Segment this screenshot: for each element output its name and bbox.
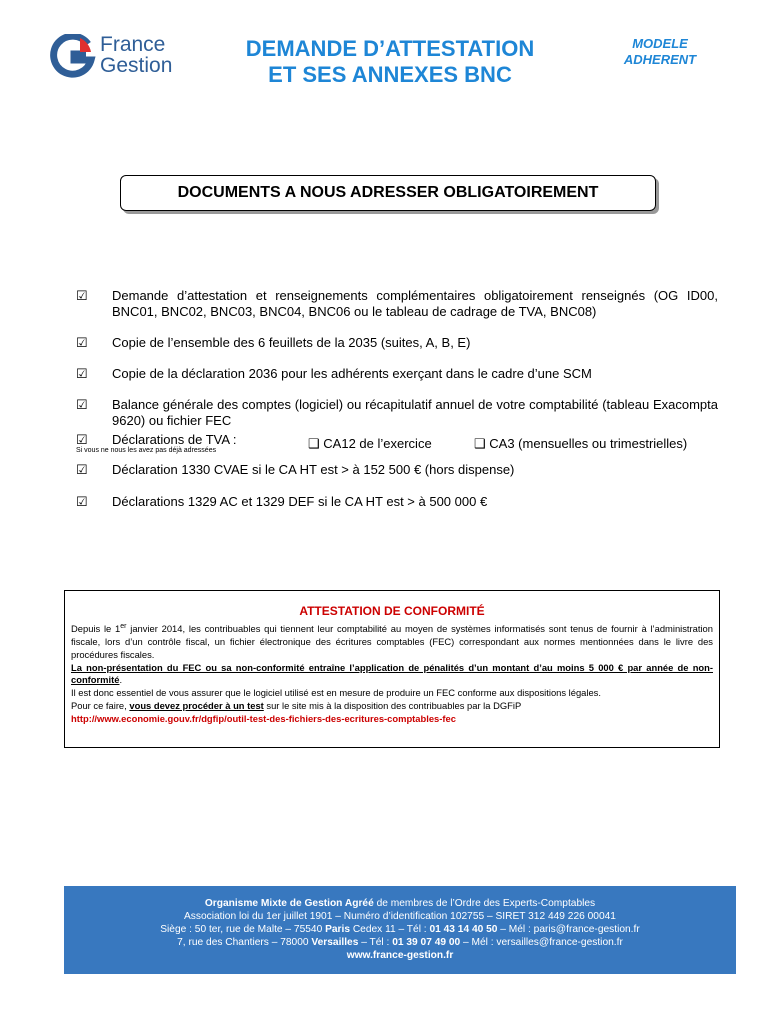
checked-box-icon: ☑ <box>76 494 88 509</box>
dgfip-test-link[interactable]: http://www.economie.gouv.fr/dgfip/outil-test-des-fichiers-des-ecritures-comptables-fec <box>71 712 456 724</box>
empty-box-icon: ❑ <box>308 436 320 451</box>
page-title: DEMANDE D’ATTESTATION ET SES ANNEXES BNC <box>245 36 535 87</box>
documents-heading: DOCUMENTS A NOUS ADRESSER OBLIGATOIREMENT <box>120 175 656 211</box>
france-gestion-logo <box>50 34 200 82</box>
penalty-warning: La non-présentation du FEC ou sa non-conformité entraîne l’application de pénalités d’un montant d’au moins 5 000 € par année de non-conformité <box>71 661 713 686</box>
checked-box-icon: ☑ <box>76 462 88 477</box>
option-ca3: ❑ CA3 (mensuelles ou trimestrielles) <box>474 436 688 451</box>
logo-mark-icon <box>50 34 96 80</box>
checked-box-icon: ☑ <box>76 397 88 412</box>
footer: Organisme Mixte de Gestion Agréé de membres de l’Ordre des Experts-Comptables Association loi du 1er juillet 1901 – Numéro d’identification 102755 – SIRET 312 449 226 00041 Siège : 50 ter, rue de Malte – 75540 Paris Cedex 11 – Tél : 01 43 14 40 50 – Mél : paris@france-gestion.fr 7, rue des Chantiers – 78000 Versailles – Tél : 01 39 07 49 00 – Mél : versailles@france-gestion.fr www.france-gestion.fr <box>64 886 736 974</box>
option-ca12: ❑ CA12 de l’exercice <box>308 436 432 451</box>
tva-note: Si vous ne nous les avez pas déjà adressées <box>76 447 217 454</box>
checked-box-icon: ☑ <box>76 288 88 303</box>
logo-line-2: Gestion <box>100 54 173 77</box>
checked-box-icon: ☑ <box>76 335 88 350</box>
website-link[interactable]: www.france-gestion.fr <box>346 950 454 961</box>
conformite-body: Depuis le 1er janvier 2014, les contribuables qui tiennent leur comptabilité au moyen de systèmes informatisés sont tenus de fournir à l’administration fiscale, lors d’un contrôle fiscal, un fichier électronique des écritures comptables (FEC) correspondant aux normes mentionnées dans le livre des procédures fiscales. La non-présentation du FEC ou sa non-conformité entraîne l’application de pénalités d’un montant d’au moins 5 000 € par année de non-conformité. Il est donc essentiel de vous assurer que le logiciel utilisé est en mesure de produire un FEC conforme aux dispositions légales. Pour ce faire, vous devez procéder à un test sur le site mis à la disposition des contribuables par la DGFiP http://www.economie.gouv.fr/dgfip/outil-test-des-fichiers-des-ecritures-comptables-fec <box>71 623 713 724</box>
modele-label: MODELE ADHERENT <box>623 36 697 67</box>
checked-box-icon: ☑ <box>76 432 88 447</box>
conformite-title: ATTESTATION DE CONFORMITÉ <box>299 604 485 618</box>
checked-box-icon: ☑ <box>76 366 88 381</box>
empty-box-icon: ❑ <box>474 436 486 451</box>
conformite-box <box>64 590 720 748</box>
logo-line-1: France <box>100 33 166 56</box>
